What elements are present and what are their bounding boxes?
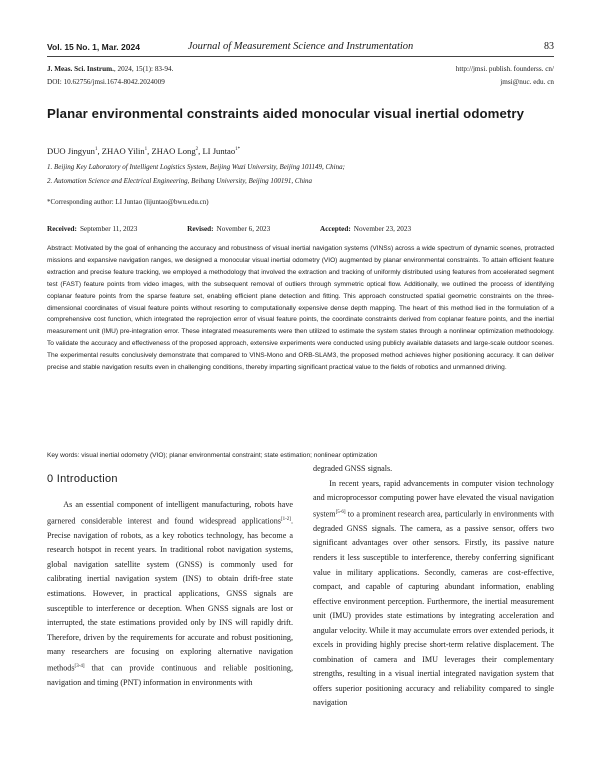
- author-affil-mark: 1*: [235, 147, 241, 153]
- journal-name: Journal of Measurement Science and Instrumentation: [187, 41, 414, 52]
- author-name: ZHAO Yilin: [101, 146, 145, 156]
- paragraph-text: As an essential component of intelligent manufacturing, robots have garnered considerable interest and found widespread applications: [47, 500, 293, 526]
- citation-ref[interactable]: [5-6]: [335, 509, 346, 515]
- abstract: Abstract: Motivated by the goal of enhancing the accuracy and robustness of visual inertial navigation systems (VINSs) across a wide spectrum of dynamic scenes, protracted missions and expansive navigation ranges, we designed a monocular visual inertial odometry (VIO) augmented by planar environmental constraints. To attain efficient feature extraction and precise feature tracking, we employed a methodology that involved the extraction and tracking of uniformly distributed using features from accelerated segment test (FAST) feature points from video images, with the subsequent removal of outliers through symmetric optical flow. Additionally, we outlined the process of identifying coplanar feature points from the sparse feature set, enabling efficient plane detection and fitting. This approach constructed spatial geometric constraints on the three-dimensional coordinates of visual feature points without resorting to computationally expensive dense depth mapping. The heart of this method lied in the formulation of a comprehensive cost function, which integrated the reprojection error of visual feature points, the coordinate constraints derived from coplanar feature points, and the inertial measurement unit (IMU) pre-integration error. These integrated measurements were then utilized to estimate the system states through a nonlinear optimization methodology. To validate the accuracy and effectiveness of the proposed approach, extensive experiments were conducted using publicly available datasets and large-scale outdoor scenes. The experimental results conclusively demonstrate that compared to VINS-Mono and ORB-SLAM3, the proposed method achieves higher positioning accuracy. It can deliver precise and stable navigation results even in challenging conditions, thereby imparting significant practical value to the fields of robotics and unmanned driving.: [47, 245, 554, 372]
- paragraph-text: to a prominent research area, particularly in environments with degraded GNSS signals. The camera, as a passive sensor, offers two significant advantages over other sensors. Firstly, its passive nature renders it less susceptible to interference, thereby conferring significant value in military applications. Secondly, cameras are cost-effective, compact, and capable of capturing abundant information, enabling effective environment perception. Furthermore, the inertial measurement unit (IMU) provides state estimations by integrating acceleration and angular velocity. While it may accumulate errors over extended periods, it excels in providing highly precise short-term relative displacement. The combination of camera and IMU leverages their complementary strengths, resulting in a visual inertial integrated navigation system that offers superior positioning accuracy and reliability compared to single navigation: [313, 509, 554, 708]
- author-affil-mark: 1: [144, 147, 148, 153]
- citation-details: , 2024, 15(1): 83-94.: [113, 65, 174, 73]
- keywords: Key words: visual inertial odometry (VIO); planar environmental constraint; state estimation; nonlinear optimization: [47, 452, 378, 459]
- author-name: LI Juntao: [202, 146, 236, 156]
- received-date: September 11, 2023: [79, 225, 138, 233]
- paragraph-text: . Precise navigation of robots, as a key robotics technology, has become a research hotspot in recent years. In traditional robot navigation systems, global navigation satellite system (GNSS) is commonly used for calibrating inertial navigation system (INS) to obtain drift-free state estimations. However, in practical applications, GNSS signals are susceptible to interference or deception. When GNSS signals are lost or interrupted, the state estimations provided only by INS will rapidly drift. Therefore, driven by the requirements for accurate and robust positioning, many researchers are focusing on exploring alternative navigation methods: [47, 516, 293, 673]
- corresponding-author: *Corresponding author: LI Juntao (lijuntao@bwu.edu.cn): [47, 198, 209, 206]
- revised-label: Revised:: [187, 225, 214, 233]
- citation-journal: J. Meas. Sci. Instrum.: [47, 65, 114, 73]
- revised-date: November 6, 2023: [216, 225, 271, 233]
- author-name: DUO Jingyun: [47, 146, 95, 156]
- page-number: 83: [544, 41, 554, 52]
- author-affil-mark: 1: [94, 147, 98, 153]
- journal-url[interactable]: http://jmsi. publish. founderss. cn/: [455, 65, 554, 73]
- citation-block: [47, 63, 173, 89]
- paragraph-text: In recent years, rapid advancements in computer vision technology and microprocessor computing power have elevated the visual navigation system: [313, 478, 554, 519]
- paragraph-continuation: degraded GNSS signals.: [313, 464, 393, 473]
- right-column: [313, 462, 554, 711]
- paragraph: [313, 477, 554, 711]
- citation-ref[interactable]: [1-2]: [280, 516, 291, 522]
- journal-contact: [456, 63, 554, 89]
- paper-title: Planar environmental constraints aided monocular visual inertial odometry: [47, 106, 525, 121]
- accepted-date: November 23, 2023: [353, 225, 412, 233]
- affiliation: 1. Beijing Key Laboratory of Intelligent Logistics System, Beijing Wuzi University, Beijing 101149, China;: [47, 163, 345, 171]
- author-affil-mark: 2: [195, 147, 199, 153]
- citation-ref[interactable]: [3-4]: [74, 663, 85, 669]
- author-list: DUO Jingyun$^1$, ZHAO Yilin$^1$, ZHAO Long$^2$, LI Juntao$^{1*}$: [47, 146, 241, 156]
- article-dates: [47, 225, 567, 233]
- journal-email[interactable]: jmsi@nuc. edu. cn: [500, 78, 554, 86]
- author-name: ZHAO Long: [151, 146, 196, 156]
- doi[interactable]: DOI: 10.62756/jmsi.1674-8042.2024009: [47, 78, 165, 86]
- affiliation: 2. Automation Science and Electrical Engineering, Beihang University, Beijing 100191, China: [47, 177, 313, 185]
- left-column: [47, 498, 293, 691]
- accepted-label: Accepted:: [320, 225, 351, 233]
- section-heading: 0 Introduction: [47, 473, 118, 485]
- paragraph-text: that can provide continuous and reliable positioning, navigation and timing (PNT) information in environments with: [47, 663, 293, 687]
- paragraph: [47, 498, 293, 691]
- volume-info: Vol. 15 No. 1, Mar. 2024: [47, 42, 140, 52]
- received-label: Received:: [47, 225, 77, 233]
- running-head: [47, 40, 554, 57]
